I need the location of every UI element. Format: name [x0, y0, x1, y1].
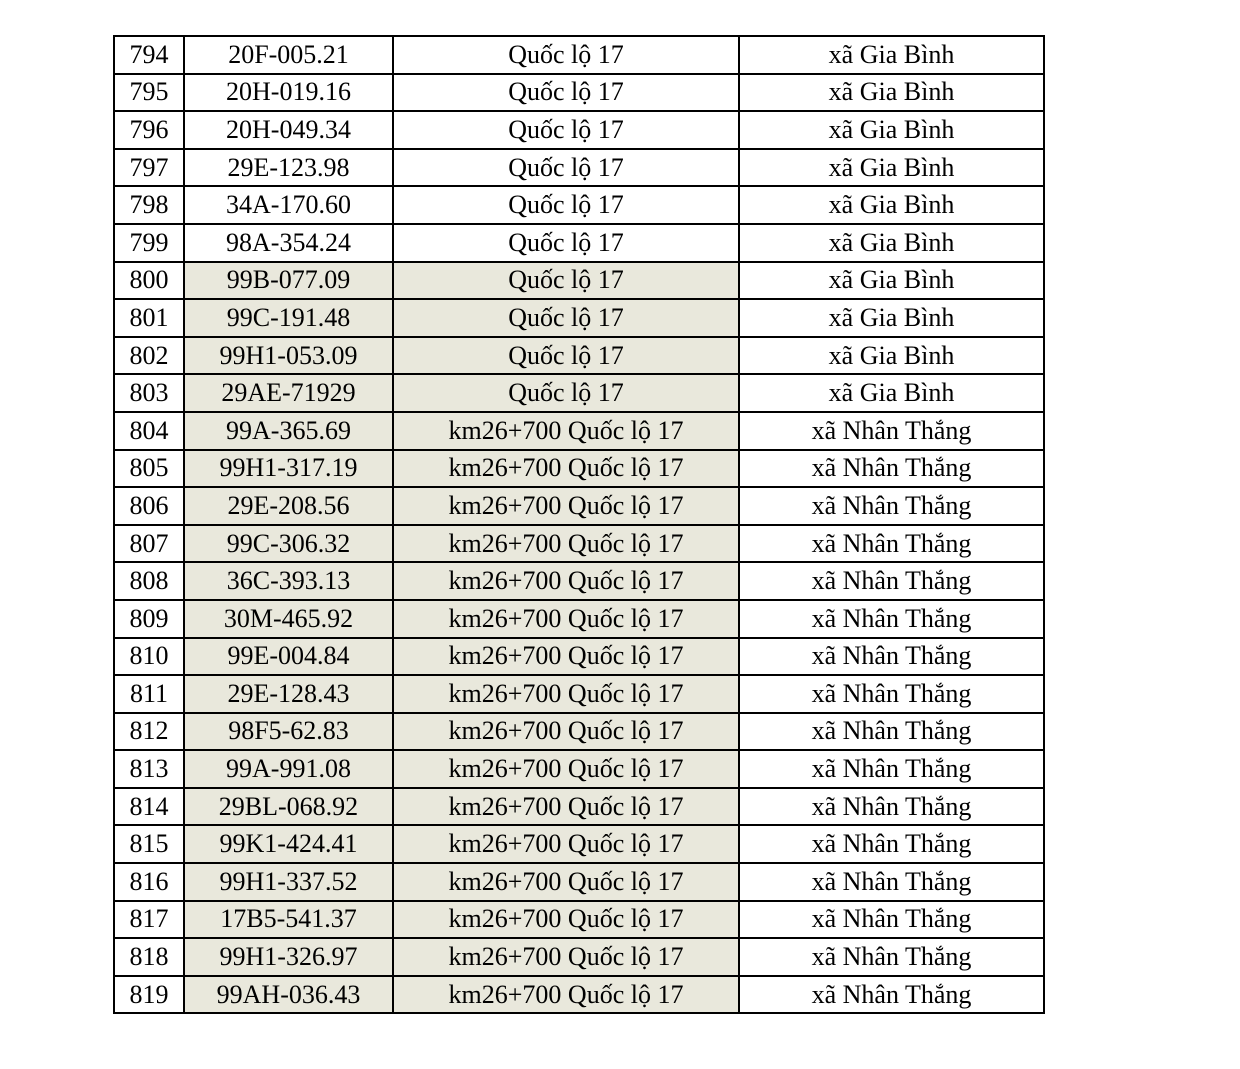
table-row [114, 600, 1044, 638]
location-cell: Quốc lộ 17 [393, 149, 739, 187]
table-row [114, 638, 1044, 676]
location-cell: Quốc lộ 17 [393, 374, 739, 412]
row-number-cell: 810 [114, 638, 184, 676]
commune-cell: xã Nhân Thắng [739, 863, 1044, 901]
plate-cell: 98A-354.24 [184, 224, 393, 262]
plate-cell: 30M-465.92 [184, 600, 393, 638]
row-number-cell: 795 [114, 74, 184, 112]
location-cell: Quốc lộ 17 [393, 186, 739, 224]
plate-cell: 34A-170.60 [184, 186, 393, 224]
table-row [114, 262, 1044, 300]
table-row [114, 74, 1044, 112]
location-cell: km26+700 Quốc lộ 17 [393, 901, 739, 939]
commune-cell: xã Nhân Thắng [739, 750, 1044, 788]
plate-cell: 99E-004.84 [184, 638, 393, 676]
commune-cell: xã Nhân Thắng [739, 825, 1044, 863]
table-row [114, 976, 1044, 1014]
location-cell: Quốc lộ 17 [393, 337, 739, 375]
commune-cell: xã Gia Bình [739, 299, 1044, 337]
location-cell: km26+700 Quốc lộ 17 [393, 788, 739, 826]
plate-cell: 99AH-036.43 [184, 976, 393, 1014]
plate-cell: 99A-991.08 [184, 750, 393, 788]
plate-cell: 99H1-317.19 [184, 450, 393, 488]
plate-cell: 20H-049.34 [184, 111, 393, 149]
table-row [114, 938, 1044, 976]
table-row [114, 412, 1044, 450]
table-body [114, 36, 1044, 1013]
table-row [114, 111, 1044, 149]
row-number-cell: 809 [114, 600, 184, 638]
plate-cell: 29E-128.43 [184, 675, 393, 713]
row-number-cell: 814 [114, 788, 184, 826]
location-cell: km26+700 Quốc lộ 17 [393, 450, 739, 488]
license-plate-table [113, 35, 1045, 1014]
row-number-cell: 803 [114, 374, 184, 412]
row-number-cell: 813 [114, 750, 184, 788]
row-number-cell: 808 [114, 562, 184, 600]
table-row [114, 675, 1044, 713]
row-number-cell: 807 [114, 525, 184, 563]
location-cell: km26+700 Quốc lộ 17 [393, 487, 739, 525]
row-number-cell: 800 [114, 262, 184, 300]
location-cell: km26+700 Quốc lộ 17 [393, 412, 739, 450]
commune-cell: xã Gia Bình [739, 186, 1044, 224]
commune-cell: xã Nhân Thắng [739, 412, 1044, 450]
row-number-cell: 806 [114, 487, 184, 525]
row-number-cell: 801 [114, 299, 184, 337]
row-number-cell: 812 [114, 713, 184, 751]
table-row [114, 36, 1044, 74]
plate-cell: 29E-208.56 [184, 487, 393, 525]
location-cell: km26+700 Quốc lộ 17 [393, 938, 739, 976]
row-number-cell: 816 [114, 863, 184, 901]
commune-cell: xã Nhân Thắng [739, 901, 1044, 939]
row-number-cell: 815 [114, 825, 184, 863]
plate-cell: 36C-393.13 [184, 562, 393, 600]
commune-cell: xã Gia Bình [739, 111, 1044, 149]
plate-cell: 99H1-337.52 [184, 863, 393, 901]
commune-cell: xã Nhân Thắng [739, 713, 1044, 751]
commune-cell: xã Nhân Thắng [739, 938, 1044, 976]
location-cell: Quốc lộ 17 [393, 36, 739, 74]
plate-cell: 98F5-62.83 [184, 713, 393, 751]
plate-cell: 99H1-326.97 [184, 938, 393, 976]
table-row [114, 337, 1044, 375]
table-row [114, 525, 1044, 563]
commune-cell: xã Gia Bình [739, 36, 1044, 74]
plate-cell: 99A-365.69 [184, 412, 393, 450]
commune-cell: xã Nhân Thắng [739, 525, 1044, 563]
table-row [114, 299, 1044, 337]
row-number-cell: 811 [114, 675, 184, 713]
location-cell: km26+700 Quốc lộ 17 [393, 825, 739, 863]
commune-cell: xã Nhân Thắng [739, 788, 1044, 826]
table-row [114, 863, 1044, 901]
commune-cell: xã Nhân Thắng [739, 638, 1044, 676]
commune-cell: xã Nhân Thắng [739, 487, 1044, 525]
location-cell: km26+700 Quốc lộ 17 [393, 713, 739, 751]
commune-cell: xã Nhân Thắng [739, 450, 1044, 488]
row-number-cell: 804 [114, 412, 184, 450]
row-number-cell: 819 [114, 976, 184, 1014]
row-number-cell: 805 [114, 450, 184, 488]
plate-cell: 99H1-053.09 [184, 337, 393, 375]
table-row [114, 224, 1044, 262]
location-cell: Quốc lộ 17 [393, 74, 739, 112]
plate-cell: 29BL-068.92 [184, 788, 393, 826]
row-number-cell: 796 [114, 111, 184, 149]
table-row [114, 750, 1044, 788]
table-row [114, 713, 1044, 751]
commune-cell: xã Gia Bình [739, 374, 1044, 412]
table-row [114, 487, 1044, 525]
location-cell: km26+700 Quốc lộ 17 [393, 638, 739, 676]
table-row [114, 149, 1044, 187]
row-number-cell: 818 [114, 938, 184, 976]
commune-cell: xã Nhân Thắng [739, 976, 1044, 1014]
location-cell: km26+700 Quốc lộ 17 [393, 675, 739, 713]
table-row [114, 825, 1044, 863]
row-number-cell: 794 [114, 36, 184, 74]
row-number-cell: 817 [114, 901, 184, 939]
location-cell: Quốc lộ 17 [393, 224, 739, 262]
commune-cell: xã Gia Bình [739, 149, 1044, 187]
plate-cell: 99C-306.32 [184, 525, 393, 563]
location-cell: Quốc lộ 17 [393, 299, 739, 337]
location-cell: Quốc lộ 17 [393, 111, 739, 149]
commune-cell: xã Gia Bình [739, 337, 1044, 375]
row-number-cell: 797 [114, 149, 184, 187]
commune-cell: xã Gia Bình [739, 74, 1044, 112]
table-row [114, 788, 1044, 826]
commune-cell: xã Gia Bình [739, 262, 1044, 300]
commune-cell: xã Nhân Thắng [739, 675, 1044, 713]
location-cell: km26+700 Quốc lộ 17 [393, 600, 739, 638]
location-cell: km26+700 Quốc lộ 17 [393, 562, 739, 600]
table-row [114, 186, 1044, 224]
table-row [114, 562, 1044, 600]
location-cell: Quốc lộ 17 [393, 262, 739, 300]
location-cell: km26+700 Quốc lộ 17 [393, 863, 739, 901]
plate-cell: 99C-191.48 [184, 299, 393, 337]
table-row [114, 901, 1044, 939]
commune-cell: xã Nhân Thắng [739, 562, 1044, 600]
plate-cell: 99K1-424.41 [184, 825, 393, 863]
commune-cell: xã Gia Bình [739, 224, 1044, 262]
plate-cell: 29AE-71929 [184, 374, 393, 412]
table-row [114, 450, 1044, 488]
plate-cell: 99B-077.09 [184, 262, 393, 300]
location-cell: km26+700 Quốc lộ 17 [393, 525, 739, 563]
row-number-cell: 802 [114, 337, 184, 375]
location-cell: km26+700 Quốc lộ 17 [393, 976, 739, 1014]
location-cell: km26+700 Quốc lộ 17 [393, 750, 739, 788]
plate-cell: 17B5-541.37 [184, 901, 393, 939]
plate-cell: 20F-005.21 [184, 36, 393, 74]
plate-cell: 20H-019.16 [184, 74, 393, 112]
table-row [114, 374, 1044, 412]
plate-cell: 29E-123.98 [184, 149, 393, 187]
row-number-cell: 798 [114, 186, 184, 224]
commune-cell: xã Nhân Thắng [739, 600, 1044, 638]
row-number-cell: 799 [114, 224, 184, 262]
